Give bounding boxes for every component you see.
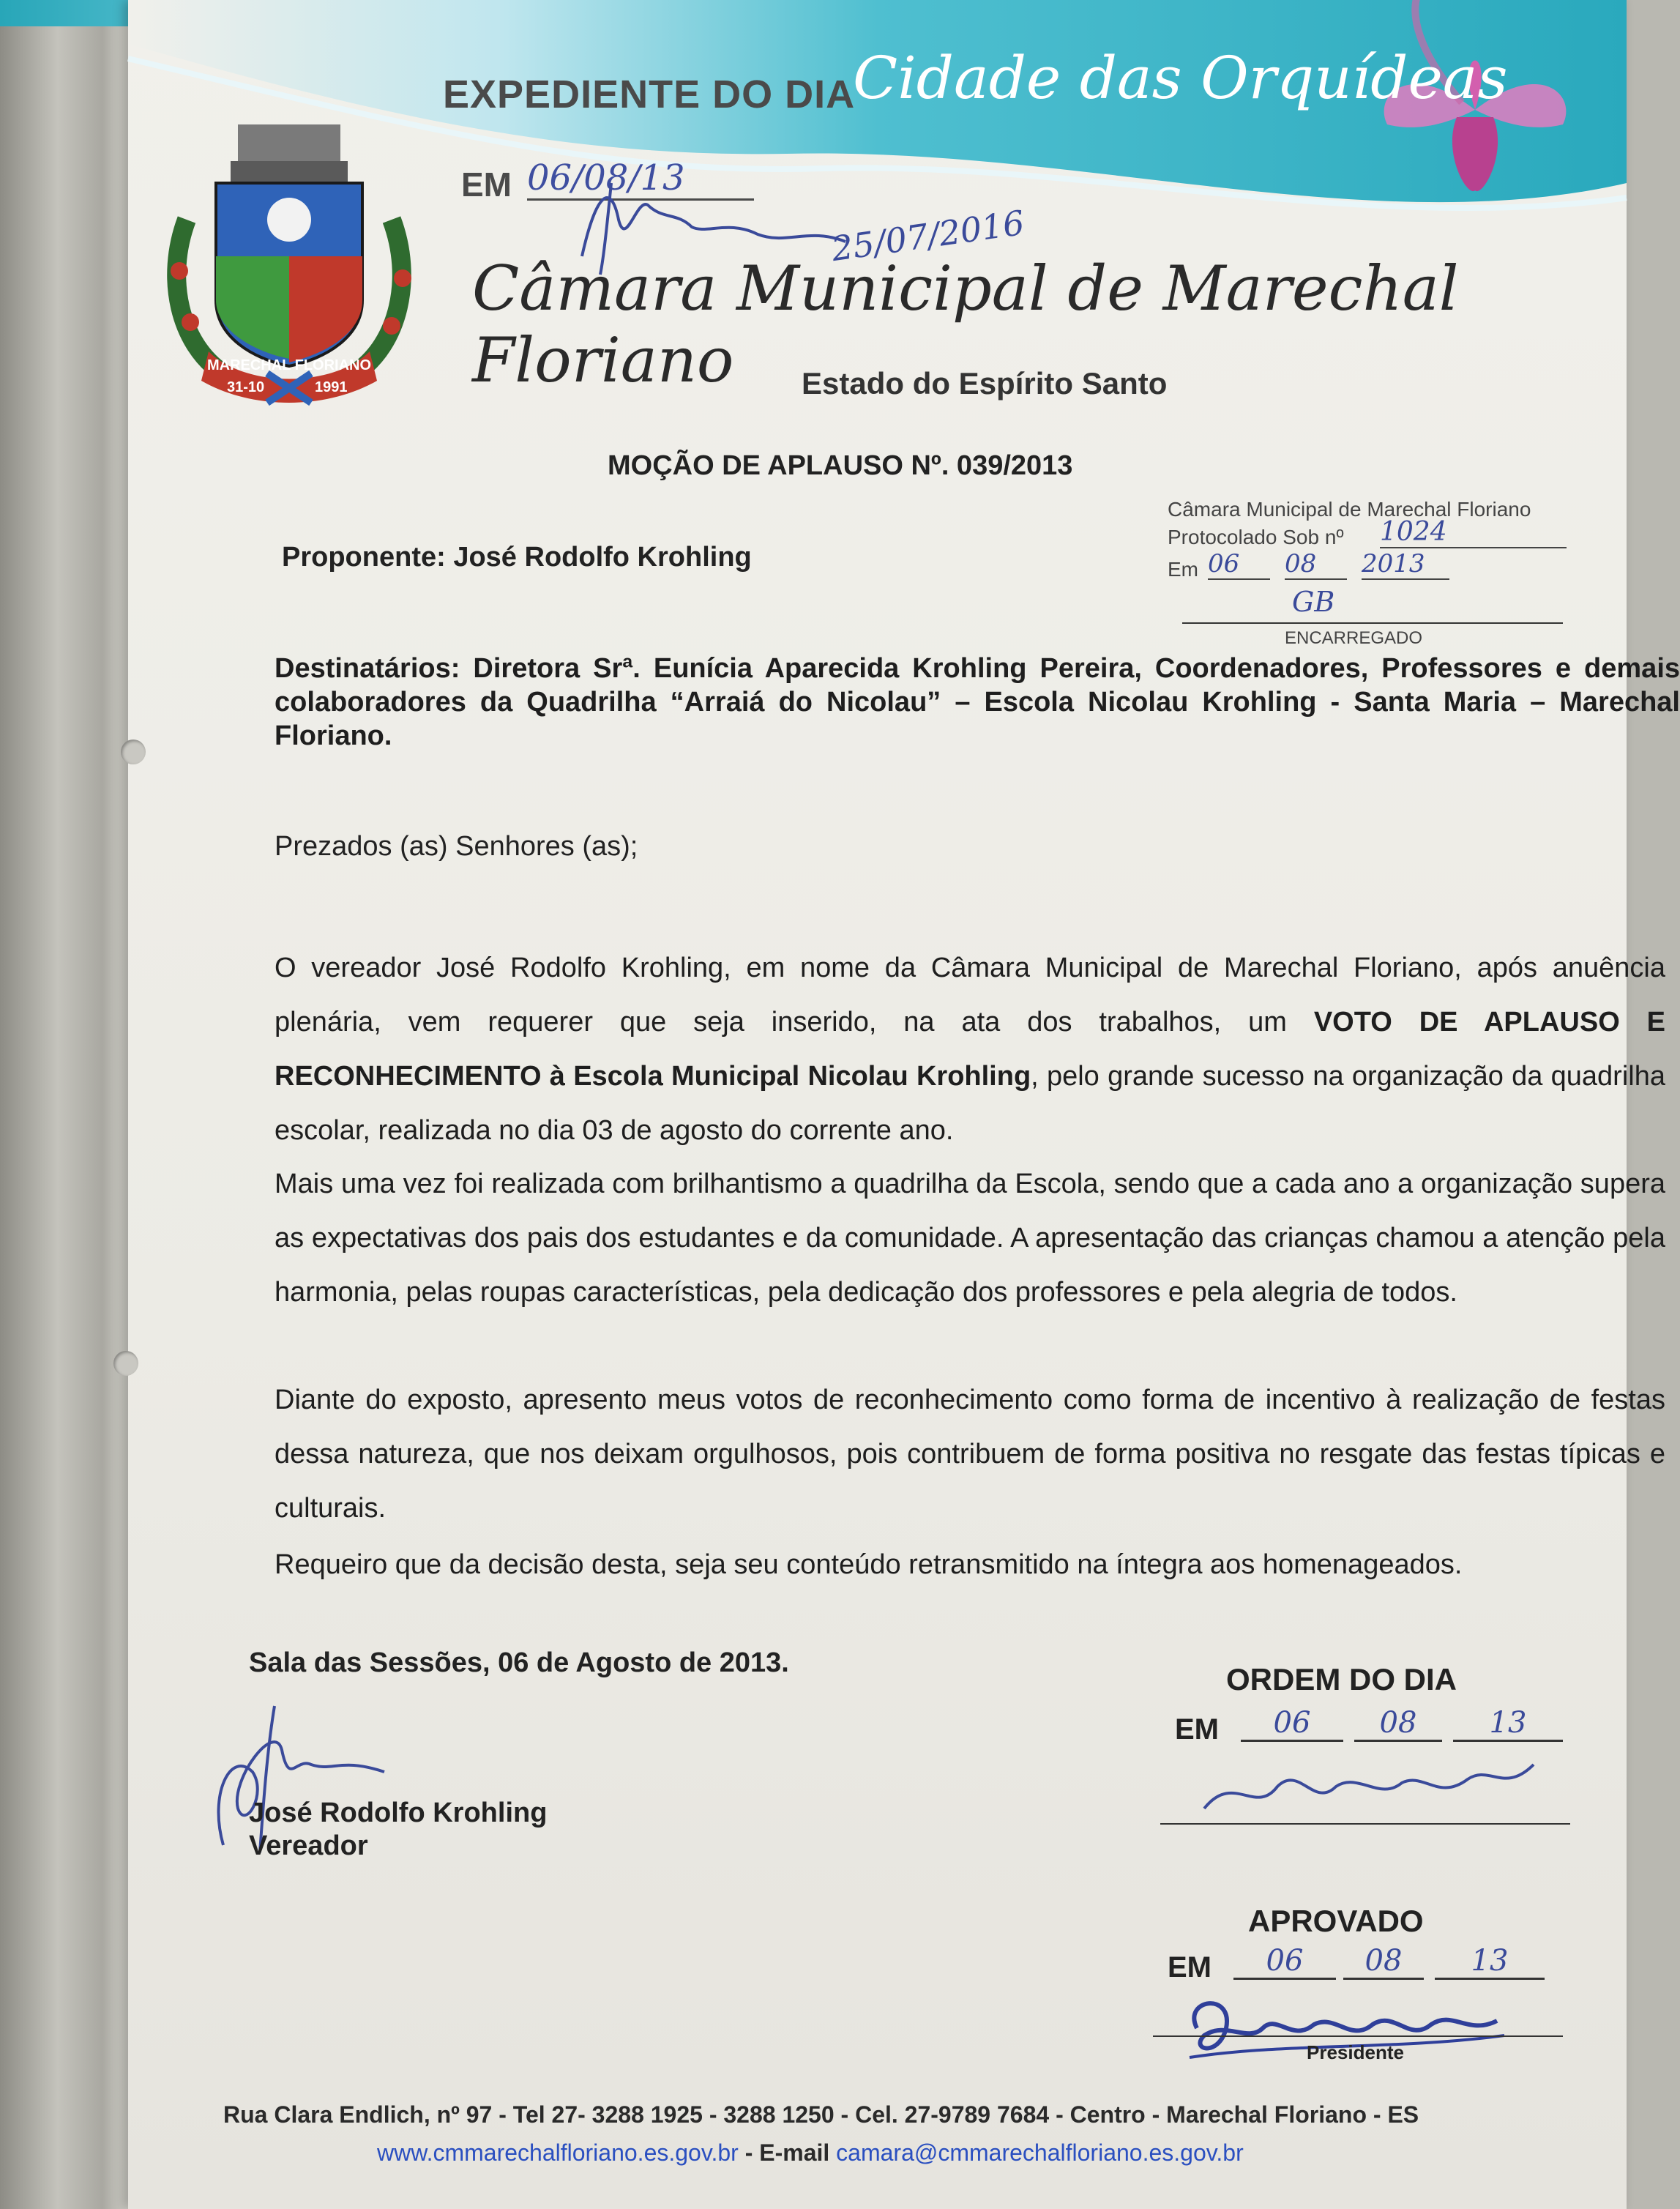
ordem-date-day: 06	[1241, 1706, 1343, 1742]
aprovado-stamp	[1146, 1904, 1599, 2094]
punch-hole	[121, 740, 146, 764]
footer-email-label: - E-mail	[744, 2139, 830, 2166]
session-line: Sala das Sessões, 06 de Agosto de 2013.	[249, 1647, 789, 1678]
state-name: Estado do Espírito Santo	[802, 366, 1168, 401]
ordem-date-month: 08	[1354, 1706, 1442, 1742]
municipal-crest-icon	[157, 110, 421, 403]
paragraph-2: Mais uma vez foi realizada com brilhantismo a quadrilha da Escola, sendo que a cada ano a organização supera as expectativas dos pais dos estudantes e da comunidade. A apresentação das crianças chamou a atenção pela harmonia, pelas roupas características, pela dedicação dos professores e pela alegria de todos.	[275, 1169, 1665, 1308]
protocol-signature-line	[1182, 622, 1563, 624]
aprovado-role: Presidente	[1307, 2041, 1404, 2063]
expediente-label: EXPEDIENTE DO DIA	[443, 72, 856, 116]
aprovado-title: APROVADO	[1248, 1904, 1424, 1938]
footer-email[interactable]: camara@cmmarechalfloriano.es.gov.br	[836, 2139, 1244, 2166]
ordem-signature-line	[1160, 1823, 1570, 1825]
handwritten-date: 25/07/2016	[829, 202, 1027, 269]
crest-left-date: 31-10	[227, 379, 265, 395]
ordem-signature-icon	[1190, 1743, 1556, 1823]
paragraph-1-part2: , pelo grande sucesso na organização da quadrilha escolar, realizada no dia 03 de agosto do corrente ano.	[275, 1061, 1665, 1146]
recipients	[275, 652, 1680, 753]
document-page	[128, 0, 1680, 2209]
paragraph-1-part1: O vereador José Rodolfo Krohling, em nome da Câmara Municipal de Marechal Floriano, após anuência plenária, vem requerer que seja inserido, na ata dos trabalhos, um	[275, 953, 1665, 1038]
paragraph-4: Requeiro que da decisão desta, seja seu conteúdo retransmitido na íntegra aos homenageados.	[275, 1549, 1463, 1580]
aprovado-em-label: EM	[1168, 1951, 1212, 1983]
signer-role: Vereador	[249, 1830, 368, 1861]
protocol-label: Protocolado Sob nº	[1168, 526, 1344, 548]
paragraph-1-bold: VOTO DE APLAUSO E RECONHECIMENTO à Escola Municipal Nicolau Krohling	[275, 1007, 1665, 1092]
aprovado-signature-line	[1153, 2035, 1563, 2037]
proponent: Proponente: José Rodolfo Krohling	[282, 542, 752, 573]
footer-contact	[377, 2139, 1244, 2167]
recipients-text: Diretora Srª. Eunícia Aparecida Krohling Pereira, Coordenadores, Professores e demais colaboradores da Quadrilha “Arraiá do Nicolau” – Escola Nicolau Krohling - Santa Maria – Marechal Floriano.	[275, 653, 1680, 751]
protocol-date-month: 08	[1285, 549, 1347, 580]
ordem-date-year: 13	[1453, 1706, 1563, 1742]
paragraph-1	[275, 941, 1665, 1158]
protocol-header: Câmara Municipal de Marechal Floriano	[1168, 498, 1531, 521]
paragraph-3: Diante do exposto, apresento meus votos de reconhecimento como forma de incentivo à realização de festas dessa natureza, que nos deixam orgulhosos, pois contribuem de forma positiva no resgate das festas típicas e culturais.	[275, 1385, 1665, 1524]
ordem-do-dia-stamp	[1146, 1662, 1599, 1845]
footer-website[interactable]: www.cmmarechalfloriano.es.gov.br	[377, 2139, 739, 2166]
protocol-date-year: 2013	[1362, 549, 1449, 580]
footer-address: Rua Clara Endlich, nº 97 - Tel 27- 3288 1925 - 3288 1250 - Cel. 27-9789 7684 - Centro - Marechal Floriano - ES	[223, 2101, 1419, 2128]
recipients-label: Destinatários:	[275, 653, 460, 684]
institution-name: Câmara Municipal de Marechal Floriano	[472, 253, 1459, 396]
greeting: Prezados (as) Senhores (as);	[275, 831, 638, 862]
protocol-date-day: 06	[1208, 549, 1270, 580]
punch-hole	[113, 1351, 138, 1376]
ordem-title: ORDEM DO DIA	[1226, 1662, 1457, 1696]
aprovado-date-month: 08	[1343, 1944, 1424, 1980]
aprovado-date-day: 06	[1233, 1944, 1336, 1980]
binder-edge	[0, 0, 128, 2209]
protocol-initials: GB	[1292, 586, 1335, 618]
signer-name: José Rodolfo Krohling	[249, 1798, 548, 1828]
city-slogan: Cidade das Orquídeas	[853, 44, 1508, 112]
crest-right-year: 1991	[315, 379, 348, 395]
expediente-date: 06/08/13	[527, 157, 754, 201]
ordem-em-label: EM	[1175, 1713, 1219, 1746]
protocol-em-label: Em	[1168, 558, 1198, 581]
motion-title: MOÇÃO DE APLAUSO Nº. 039/2013	[608, 450, 1073, 481]
crest-name: MARECHAL FLORIANO	[206, 357, 372, 373]
protocol-number: 1024	[1380, 517, 1567, 548]
aprovado-date-year: 13	[1435, 1944, 1545, 1980]
expediente-em-label: EM	[461, 165, 512, 204]
protocol-role: ENCARREGADO	[1285, 628, 1423, 648]
